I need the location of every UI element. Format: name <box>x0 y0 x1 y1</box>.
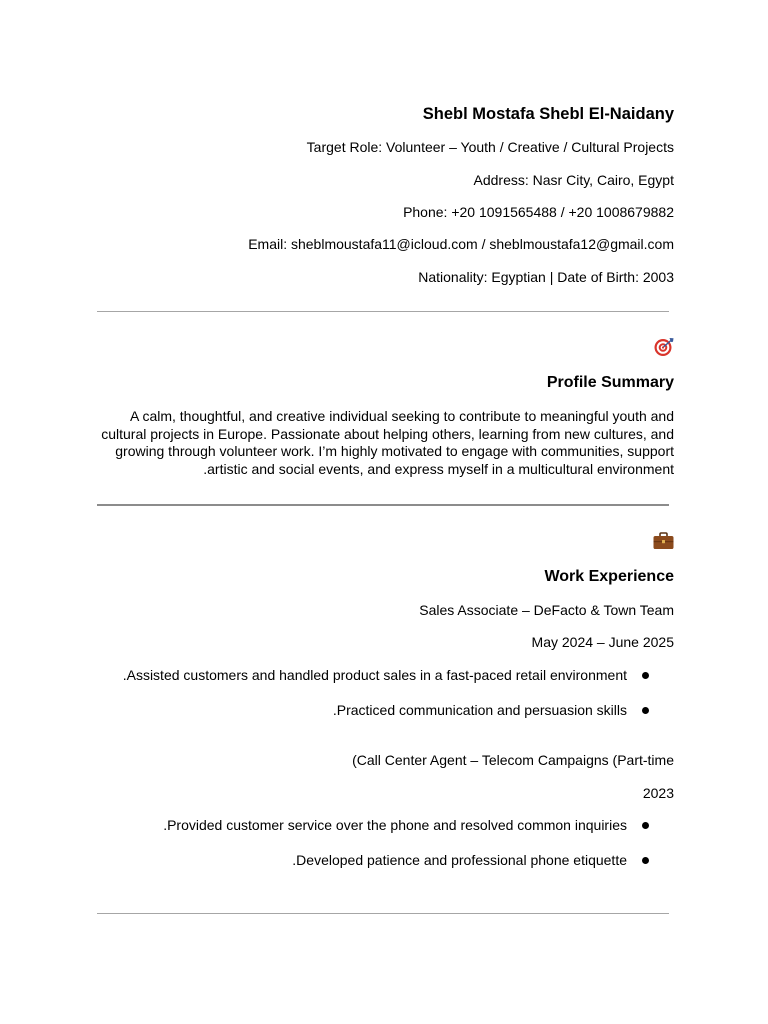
divider <box>97 913 669 914</box>
profile-summary-text <box>92 408 674 478</box>
nationality-dob: Nationality: Egyptian | Date of Birth: 2003 <box>418 269 674 285</box>
target-icon <box>654 337 674 357</box>
job-title: (Call Center Agent – Telecom Campaigns (Part-time <box>352 752 674 768</box>
profile-line: .artistic and social events, and express myself in a multicultural environment <box>203 460 674 477</box>
bullet-icon <box>642 672 649 679</box>
bullet-icon <box>642 707 649 714</box>
profile-line: growing through volunteer work. I’m highly motivated to engage with communities, support <box>115 443 674 460</box>
job-dates: 2023 <box>642 785 674 801</box>
job-bullet: .Developed patience and professional phone etiquette <box>292 852 627 868</box>
bullet-icon <box>642 822 649 829</box>
job-bullet: .Assisted customers and handled product sales in a fast-paced retail environment <box>122 667 627 683</box>
divider <box>97 504 669 506</box>
bullet-icon <box>642 857 649 864</box>
profile-line: A calm, thoughtful, and creative individual seeking to contribute to meaningful youth and <box>129 408 674 424</box>
profile-summary-heading: Profile Summary <box>546 374 674 391</box>
job-title: Sales Associate – DeFacto & Town Team <box>419 602 674 618</box>
candidate-name: Shebl Mostafa Shebl El-Naidany <box>422 105 674 123</box>
job-bullet: .Provided customer service over the phone and resolved common inquiries <box>163 817 627 833</box>
email: Email: sheblmoustafa11@icloud.com / sheblmoustafa12@gmail.com <box>248 236 674 252</box>
profile-line: cultural projects in Europe. Passionate about helping others, learning from new cultures, and <box>101 425 674 442</box>
address: Address: Nasr City, Cairo, Egypt <box>473 172 674 188</box>
job-bullet: .Practiced communication and persuasion skills <box>332 702 627 718</box>
divider <box>97 311 669 312</box>
briefcase-icon <box>653 532 674 550</box>
job-dates: May 2024 – June 2025 <box>531 634 674 650</box>
phone: Phone: +20 1091565488 / +20 1008679882 <box>403 204 674 220</box>
target-role: Target Role: Volunteer – Youth / Creative / Cultural Projects <box>306 139 674 155</box>
work-experience-heading: Work Experience <box>544 568 674 585</box>
